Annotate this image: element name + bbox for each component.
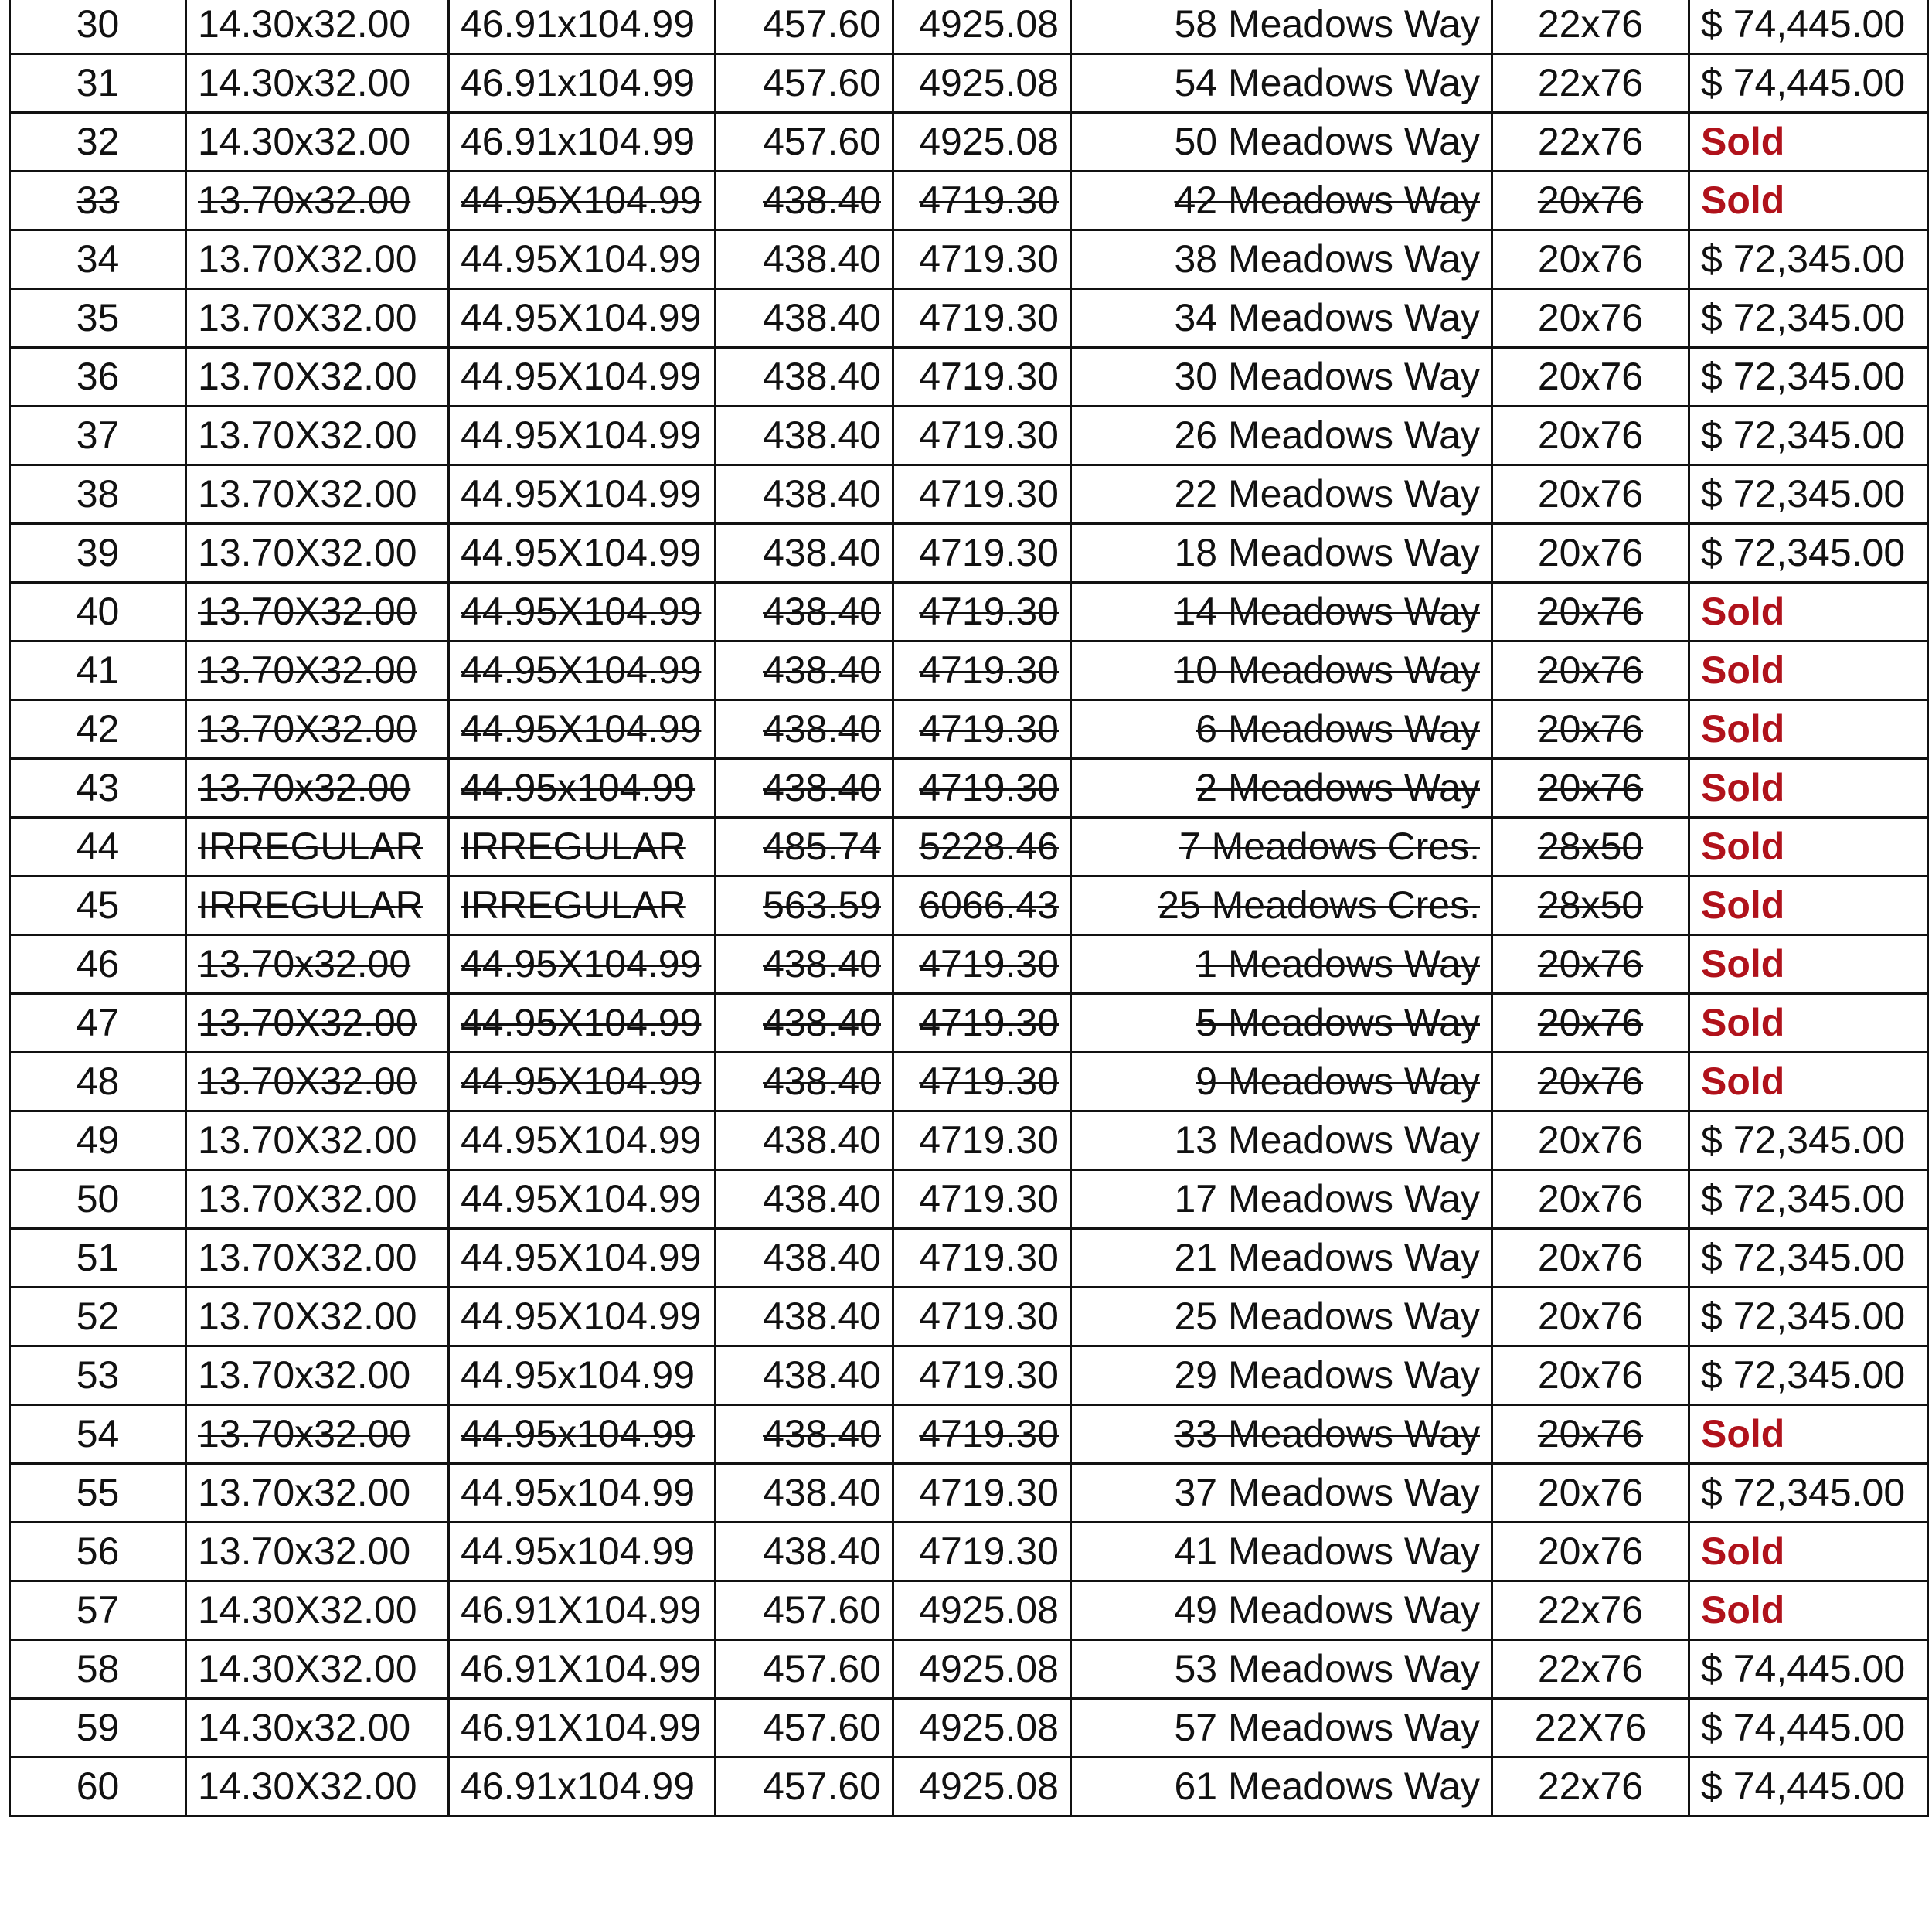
unit-size-cell: 20x76 bbox=[1492, 1170, 1689, 1229]
area-sqm-cell: 438.40 bbox=[716, 642, 893, 700]
lot-number-cell: 58 bbox=[10, 1640, 186, 1699]
price-cell: $ 72,345.00 bbox=[1689, 1346, 1928, 1405]
table-row bbox=[10, 1581, 1928, 1640]
dimensions-feet-cell: 44.95X104.99 bbox=[449, 172, 716, 230]
dimensions-metric-cell: 13.70X32.00 bbox=[186, 1170, 449, 1229]
dimensions-feet-cell: 46.91x104.99 bbox=[449, 0, 716, 54]
area-sqft-cell: 4719.30 bbox=[893, 1405, 1071, 1464]
dimensions-feet-cell: 44.95X104.99 bbox=[449, 1053, 716, 1111]
address-cell: 53 Meadows Way bbox=[1071, 1640, 1492, 1699]
table-row bbox=[10, 113, 1928, 172]
address-cell: 6 Meadows Way bbox=[1071, 700, 1492, 759]
dimensions-feet-cell: 44.95X104.99 bbox=[449, 700, 716, 759]
unit-size-cell: 20x76 bbox=[1492, 1288, 1689, 1346]
area-sqm-cell: 438.40 bbox=[716, 407, 893, 465]
price-cell: $ 72,345.00 bbox=[1689, 1229, 1928, 1288]
unit-size-cell: 20x76 bbox=[1492, 1523, 1689, 1581]
table-row bbox=[10, 230, 1928, 289]
dimensions-feet-cell: 44.95X104.99 bbox=[449, 1229, 716, 1288]
unit-size-cell: 20x76 bbox=[1492, 289, 1689, 348]
dimensions-metric-cell: 14.30x32.00 bbox=[186, 0, 449, 54]
address-cell: 25 Meadows Way bbox=[1071, 1288, 1492, 1346]
dimensions-feet-cell: 44.95X104.99 bbox=[449, 1288, 716, 1346]
unit-size-cell: 22x76 bbox=[1492, 113, 1689, 172]
unit-size-cell: 20x76 bbox=[1492, 524, 1689, 583]
lot-number-cell: 30 bbox=[10, 0, 186, 54]
dimensions-feet-cell: 44.95X104.99 bbox=[449, 524, 716, 583]
dimensions-metric-cell: 13.70x32.00 bbox=[186, 1405, 449, 1464]
lot-number-cell: 53 bbox=[10, 1346, 186, 1405]
area-sqft-cell: 4925.08 bbox=[893, 1699, 1071, 1758]
sold-status-cell: Sold bbox=[1689, 583, 1928, 642]
unit-size-cell: 22x76 bbox=[1492, 1640, 1689, 1699]
price-cell: $ 72,345.00 bbox=[1689, 524, 1928, 583]
area-sqft-cell: 4925.08 bbox=[893, 0, 1071, 54]
dimensions-feet-cell: IRREGULAR bbox=[449, 818, 716, 876]
dimensions-feet-cell: 46.91X104.99 bbox=[449, 1640, 716, 1699]
area-sqm-cell: 438.40 bbox=[716, 583, 893, 642]
dimensions-feet-cell: 46.91X104.99 bbox=[449, 1699, 716, 1758]
unit-size-cell: 20x76 bbox=[1492, 935, 1689, 994]
price-cell: $ 74,445.00 bbox=[1689, 1640, 1928, 1699]
address-cell: 9 Meadows Way bbox=[1071, 1053, 1492, 1111]
price-cell: $ 72,345.00 bbox=[1689, 1111, 1928, 1170]
price-cell: $ 72,345.00 bbox=[1689, 1464, 1928, 1523]
lot-number-cell: 57 bbox=[10, 1581, 186, 1640]
address-cell: 54 Meadows Way bbox=[1071, 54, 1492, 113]
table-row bbox=[10, 407, 1928, 465]
dimensions-feet-cell: 44.95X104.99 bbox=[449, 583, 716, 642]
unit-size-cell: 20x76 bbox=[1492, 583, 1689, 642]
lot-number-cell: 33 bbox=[10, 172, 186, 230]
unit-size-cell: 20x76 bbox=[1492, 1464, 1689, 1523]
dimensions-metric-cell: 13.70x32.00 bbox=[186, 935, 449, 994]
lot-number-cell: 31 bbox=[10, 54, 186, 113]
address-cell: 34 Meadows Way bbox=[1071, 289, 1492, 348]
address-cell: 57 Meadows Way bbox=[1071, 1699, 1492, 1758]
lot-number-cell: 47 bbox=[10, 994, 186, 1053]
lot-number-cell: 41 bbox=[10, 642, 186, 700]
lot-number-cell: 59 bbox=[10, 1699, 186, 1758]
area-sqm-cell: 438.40 bbox=[716, 1523, 893, 1581]
address-cell: 33 Meadows Way bbox=[1071, 1405, 1492, 1464]
area-sqm-cell: 438.40 bbox=[716, 1170, 893, 1229]
dimensions-metric-cell: 13.70X32.00 bbox=[186, 1111, 449, 1170]
dimensions-feet-cell: 44.95X104.99 bbox=[449, 348, 716, 407]
dimensions-feet-cell: 44.95X104.99 bbox=[449, 407, 716, 465]
dimensions-metric-cell: 13.70x32.00 bbox=[186, 1523, 449, 1581]
address-cell: 58 Meadows Way bbox=[1071, 0, 1492, 54]
dimensions-metric-cell: 13.70X32.00 bbox=[186, 583, 449, 642]
area-sqm-cell: 438.40 bbox=[716, 289, 893, 348]
area-sqm-cell: 438.40 bbox=[716, 994, 893, 1053]
price-cell: $ 72,345.00 bbox=[1689, 230, 1928, 289]
table-row bbox=[10, 1523, 1928, 1581]
table-row bbox=[10, 1053, 1928, 1111]
unit-size-cell: 22X76 bbox=[1492, 1699, 1689, 1758]
address-cell: 41 Meadows Way bbox=[1071, 1523, 1492, 1581]
sold-status-cell: Sold bbox=[1689, 642, 1928, 700]
address-cell: 25 Meadows Cres. bbox=[1071, 876, 1492, 935]
dimensions-feet-cell: 46.91x104.99 bbox=[449, 54, 716, 113]
dimensions-metric-cell: 14.30x32.00 bbox=[186, 113, 449, 172]
area-sqft-cell: 4925.08 bbox=[893, 113, 1071, 172]
price-cell: $ 72,345.00 bbox=[1689, 1170, 1928, 1229]
dimensions-metric-cell: 14.30x32.00 bbox=[186, 54, 449, 113]
unit-size-cell: 20x76 bbox=[1492, 1111, 1689, 1170]
area-sqm-cell: 438.40 bbox=[716, 1053, 893, 1111]
lot-number-cell: 40 bbox=[10, 583, 186, 642]
lot-number-cell: 52 bbox=[10, 1288, 186, 1346]
price-cell: $ 74,445.00 bbox=[1689, 54, 1928, 113]
price-cell: $ 74,445.00 bbox=[1689, 1758, 1928, 1816]
area-sqft-cell: 4925.08 bbox=[893, 1640, 1071, 1699]
area-sqm-cell: 438.40 bbox=[716, 348, 893, 407]
area-sqft-cell: 6066.43 bbox=[893, 876, 1071, 935]
unit-size-cell: 20x76 bbox=[1492, 407, 1689, 465]
dimensions-metric-cell: IRREGULAR bbox=[186, 818, 449, 876]
table-row bbox=[10, 876, 1928, 935]
unit-size-cell: 20x76 bbox=[1492, 1053, 1689, 1111]
address-cell: 14 Meadows Way bbox=[1071, 583, 1492, 642]
area-sqft-cell: 4719.30 bbox=[893, 407, 1071, 465]
area-sqft-cell: 4719.30 bbox=[893, 289, 1071, 348]
sold-status-cell: Sold bbox=[1689, 935, 1928, 994]
dimensions-metric-cell: 13.70X32.00 bbox=[186, 994, 449, 1053]
area-sqft-cell: 4719.30 bbox=[893, 1288, 1071, 1346]
sold-status-cell: Sold bbox=[1689, 172, 1928, 230]
dimensions-metric-cell: 13.70X32.00 bbox=[186, 700, 449, 759]
unit-size-cell: 20x76 bbox=[1492, 1346, 1689, 1405]
address-cell: 61 Meadows Way bbox=[1071, 1758, 1492, 1816]
area-sqft-cell: 4719.30 bbox=[893, 583, 1071, 642]
area-sqft-cell: 4719.30 bbox=[893, 1170, 1071, 1229]
area-sqm-cell: 438.40 bbox=[716, 1288, 893, 1346]
dimensions-metric-cell: 13.70x32.00 bbox=[186, 172, 449, 230]
area-sqft-cell: 4719.30 bbox=[893, 759, 1071, 818]
area-sqft-cell: 4719.30 bbox=[893, 994, 1071, 1053]
unit-size-cell: 20x76 bbox=[1492, 994, 1689, 1053]
dimensions-feet-cell: 44.95X104.99 bbox=[449, 994, 716, 1053]
area-sqm-cell: 438.40 bbox=[716, 1111, 893, 1170]
table-row bbox=[10, 700, 1928, 759]
table-row bbox=[10, 524, 1928, 583]
unit-size-cell: 20x76 bbox=[1492, 700, 1689, 759]
dimensions-feet-cell: 44.95x104.99 bbox=[449, 1464, 716, 1523]
lot-number-cell: 35 bbox=[10, 289, 186, 348]
price-cell: $ 72,345.00 bbox=[1689, 289, 1928, 348]
table-row bbox=[10, 994, 1928, 1053]
lot-number-cell: 55 bbox=[10, 1464, 186, 1523]
address-cell: 21 Meadows Way bbox=[1071, 1229, 1492, 1288]
area-sqm-cell: 438.40 bbox=[716, 700, 893, 759]
dimensions-feet-cell: 44.95x104.99 bbox=[449, 1405, 716, 1464]
dimensions-metric-cell: 13.70X32.00 bbox=[186, 348, 449, 407]
area-sqm-cell: 457.60 bbox=[716, 1640, 893, 1699]
unit-size-cell: 28x50 bbox=[1492, 818, 1689, 876]
unit-size-cell: 20x76 bbox=[1492, 642, 1689, 700]
table-row bbox=[10, 1758, 1928, 1816]
lot-number-cell: 39 bbox=[10, 524, 186, 583]
unit-size-cell: 20x76 bbox=[1492, 230, 1689, 289]
price-cell: $ 74,445.00 bbox=[1689, 0, 1928, 54]
unit-size-cell: 22x76 bbox=[1492, 1581, 1689, 1640]
dimensions-feet-cell: 46.91X104.99 bbox=[449, 1581, 716, 1640]
area-sqm-cell: 438.40 bbox=[716, 230, 893, 289]
lot-number-cell: 44 bbox=[10, 818, 186, 876]
area-sqft-cell: 4719.30 bbox=[893, 1229, 1071, 1288]
address-cell: 5 Meadows Way bbox=[1071, 994, 1492, 1053]
dimensions-feet-cell: 44.95X104.99 bbox=[449, 1111, 716, 1170]
area-sqm-cell: 438.40 bbox=[716, 935, 893, 994]
area-sqft-cell: 4719.30 bbox=[893, 524, 1071, 583]
dimensions-metric-cell: 13.70X32.00 bbox=[186, 1229, 449, 1288]
lot-number-cell: 51 bbox=[10, 1229, 186, 1288]
sold-status-cell: Sold bbox=[1689, 1405, 1928, 1464]
area-sqft-cell: 4925.08 bbox=[893, 1758, 1071, 1816]
lot-number-cell: 36 bbox=[10, 348, 186, 407]
area-sqft-cell: 4719.30 bbox=[893, 642, 1071, 700]
table-row bbox=[10, 1288, 1928, 1346]
dimensions-metric-cell: 14.30x32.00 bbox=[186, 1699, 449, 1758]
table-row bbox=[10, 1170, 1928, 1229]
sold-status-cell: Sold bbox=[1689, 1053, 1928, 1111]
unit-size-cell: 22x76 bbox=[1492, 1758, 1689, 1816]
dimensions-metric-cell: 13.70X32.00 bbox=[186, 407, 449, 465]
dimensions-feet-cell: 46.91x104.99 bbox=[449, 1758, 716, 1816]
lot-number-cell: 54 bbox=[10, 1405, 186, 1464]
address-cell: 30 Meadows Way bbox=[1071, 348, 1492, 407]
area-sqm-cell: 438.40 bbox=[716, 1229, 893, 1288]
table-row bbox=[10, 1111, 1928, 1170]
area-sqm-cell: 485.74 bbox=[716, 818, 893, 876]
dimensions-metric-cell: 14.30X32.00 bbox=[186, 1581, 449, 1640]
lots-table-body bbox=[10, 0, 1928, 1816]
lot-number-cell: 42 bbox=[10, 700, 186, 759]
area-sqm-cell: 438.40 bbox=[716, 1464, 893, 1523]
address-cell: 49 Meadows Way bbox=[1071, 1581, 1492, 1640]
dimensions-metric-cell: 13.70X32.00 bbox=[186, 1053, 449, 1111]
area-sqft-cell: 4719.30 bbox=[893, 348, 1071, 407]
area-sqm-cell: 457.60 bbox=[716, 1758, 893, 1816]
sold-status-cell: Sold bbox=[1689, 700, 1928, 759]
address-cell: 13 Meadows Way bbox=[1071, 1111, 1492, 1170]
area-sqft-cell: 5228.46 bbox=[893, 818, 1071, 876]
price-cell: $ 74,445.00 bbox=[1689, 1699, 1928, 1758]
area-sqm-cell: 457.60 bbox=[716, 113, 893, 172]
table-row bbox=[10, 583, 1928, 642]
unit-size-cell: 20x76 bbox=[1492, 759, 1689, 818]
area-sqft-cell: 4719.30 bbox=[893, 1111, 1071, 1170]
dimensions-feet-cell: 44.95X104.99 bbox=[449, 289, 716, 348]
address-cell: 1 Meadows Way bbox=[1071, 935, 1492, 994]
dimensions-metric-cell: 14.30X32.00 bbox=[186, 1640, 449, 1699]
sold-status-cell: Sold bbox=[1689, 113, 1928, 172]
address-cell: 7 Meadows Cres. bbox=[1071, 818, 1492, 876]
unit-size-cell: 20x76 bbox=[1492, 1229, 1689, 1288]
area-sqft-cell: 4719.30 bbox=[893, 230, 1071, 289]
sold-status-cell: Sold bbox=[1689, 876, 1928, 935]
area-sqft-cell: 4925.08 bbox=[893, 54, 1071, 113]
area-sqm-cell: 457.60 bbox=[716, 0, 893, 54]
dimensions-metric-cell: 13.70X32.00 bbox=[186, 465, 449, 524]
area-sqm-cell: 438.40 bbox=[716, 465, 893, 524]
dimensions-feet-cell: 44.95X104.99 bbox=[449, 465, 716, 524]
area-sqm-cell: 438.40 bbox=[716, 759, 893, 818]
lots-table bbox=[9, 0, 1929, 1817]
lot-number-cell: 50 bbox=[10, 1170, 186, 1229]
address-cell: 10 Meadows Way bbox=[1071, 642, 1492, 700]
sold-status-cell: Sold bbox=[1689, 759, 1928, 818]
area-sqft-cell: 4719.30 bbox=[893, 465, 1071, 524]
area-sqft-cell: 4719.30 bbox=[893, 172, 1071, 230]
area-sqft-cell: 4925.08 bbox=[893, 1581, 1071, 1640]
dimensions-metric-cell: 13.70X32.00 bbox=[186, 230, 449, 289]
dimensions-metric-cell: IRREGULAR bbox=[186, 876, 449, 935]
unit-size-cell: 22x76 bbox=[1492, 0, 1689, 54]
dimensions-metric-cell: 13.70x32.00 bbox=[186, 1346, 449, 1405]
area-sqm-cell: 438.40 bbox=[716, 524, 893, 583]
area-sqm-cell: 438.40 bbox=[716, 172, 893, 230]
address-cell: 18 Meadows Way bbox=[1071, 524, 1492, 583]
address-cell: 37 Meadows Way bbox=[1071, 1464, 1492, 1523]
dimensions-feet-cell: 44.95X104.99 bbox=[449, 1170, 716, 1229]
dimensions-metric-cell: 13.70X32.00 bbox=[186, 524, 449, 583]
area-sqm-cell: 438.40 bbox=[716, 1405, 893, 1464]
dimensions-feet-cell: 44.95X104.99 bbox=[449, 642, 716, 700]
unit-size-cell: 20x76 bbox=[1492, 465, 1689, 524]
dimensions-metric-cell: 13.70X32.00 bbox=[186, 1288, 449, 1346]
unit-size-cell: 20x76 bbox=[1492, 348, 1689, 407]
price-cell: $ 72,345.00 bbox=[1689, 407, 1928, 465]
sold-status-cell: Sold bbox=[1689, 818, 1928, 876]
dimensions-feet-cell: 44.95x104.99 bbox=[449, 1523, 716, 1581]
dimensions-feet-cell: 44.95x104.99 bbox=[449, 759, 716, 818]
area-sqft-cell: 4719.30 bbox=[893, 1464, 1071, 1523]
table-row bbox=[10, 1229, 1928, 1288]
lot-number-cell: 56 bbox=[10, 1523, 186, 1581]
address-cell: 50 Meadows Way bbox=[1071, 113, 1492, 172]
area-sqft-cell: 4719.30 bbox=[893, 1053, 1071, 1111]
lot-number-cell: 48 bbox=[10, 1053, 186, 1111]
table-row bbox=[10, 642, 1928, 700]
sold-status-cell: Sold bbox=[1689, 994, 1928, 1053]
table-row bbox=[10, 1699, 1928, 1758]
lot-number-cell: 37 bbox=[10, 407, 186, 465]
area-sqft-cell: 4719.30 bbox=[893, 935, 1071, 994]
area-sqm-cell: 457.60 bbox=[716, 1581, 893, 1640]
dimensions-metric-cell: 13.70x32.00 bbox=[186, 1464, 449, 1523]
table-row bbox=[10, 172, 1928, 230]
unit-size-cell: 20x76 bbox=[1492, 172, 1689, 230]
table-row bbox=[10, 348, 1928, 407]
lot-number-cell: 46 bbox=[10, 935, 186, 994]
area-sqm-cell: 438.40 bbox=[716, 1346, 893, 1405]
table-row bbox=[10, 759, 1928, 818]
lot-number-cell: 45 bbox=[10, 876, 186, 935]
address-cell: 17 Meadows Way bbox=[1071, 1170, 1492, 1229]
address-cell: 26 Meadows Way bbox=[1071, 407, 1492, 465]
dimensions-metric-cell: 13.70X32.00 bbox=[186, 289, 449, 348]
dimensions-feet-cell: 46.91x104.99 bbox=[449, 113, 716, 172]
table-row bbox=[10, 1346, 1928, 1405]
dimensions-metric-cell: 13.70x32.00 bbox=[186, 759, 449, 818]
dimensions-metric-cell: 13.70X32.00 bbox=[186, 642, 449, 700]
lot-number-cell: 34 bbox=[10, 230, 186, 289]
sold-status-cell: Sold bbox=[1689, 1523, 1928, 1581]
unit-size-cell: 22x76 bbox=[1492, 54, 1689, 113]
address-cell: 2 Meadows Way bbox=[1071, 759, 1492, 818]
price-cell: $ 72,345.00 bbox=[1689, 348, 1928, 407]
area-sqm-cell: 563.59 bbox=[716, 876, 893, 935]
table-row bbox=[10, 465, 1928, 524]
dimensions-feet-cell: 44.95X104.99 bbox=[449, 230, 716, 289]
lot-number-cell: 43 bbox=[10, 759, 186, 818]
table-row bbox=[10, 818, 1928, 876]
unit-size-cell: 20x76 bbox=[1492, 1405, 1689, 1464]
sold-status-cell: Sold bbox=[1689, 1581, 1928, 1640]
lot-number-cell: 49 bbox=[10, 1111, 186, 1170]
lot-number-cell: 32 bbox=[10, 113, 186, 172]
address-cell: 29 Meadows Way bbox=[1071, 1346, 1492, 1405]
table-row bbox=[10, 289, 1928, 348]
area-sqm-cell: 457.60 bbox=[716, 54, 893, 113]
table-row bbox=[10, 935, 1928, 994]
dimensions-feet-cell: 44.95x104.99 bbox=[449, 1346, 716, 1405]
lot-number-cell: 60 bbox=[10, 1758, 186, 1816]
table-row bbox=[10, 1405, 1928, 1464]
table-row bbox=[10, 1464, 1928, 1523]
dimensions-metric-cell: 14.30X32.00 bbox=[186, 1758, 449, 1816]
unit-size-cell: 28x50 bbox=[1492, 876, 1689, 935]
price-cell: $ 72,345.00 bbox=[1689, 465, 1928, 524]
dimensions-feet-cell: 44.95X104.99 bbox=[449, 935, 716, 994]
lot-number-cell: 38 bbox=[10, 465, 186, 524]
table-row bbox=[10, 1640, 1928, 1699]
area-sqft-cell: 4719.30 bbox=[893, 700, 1071, 759]
area-sqft-cell: 4719.30 bbox=[893, 1346, 1071, 1405]
area-sqm-cell: 457.60 bbox=[716, 1699, 893, 1758]
price-cell: $ 72,345.00 bbox=[1689, 1288, 1928, 1346]
table-row bbox=[10, 54, 1928, 113]
address-cell: 22 Meadows Way bbox=[1071, 465, 1492, 524]
area-sqft-cell: 4719.30 bbox=[893, 1523, 1071, 1581]
dimensions-feet-cell: IRREGULAR bbox=[449, 876, 716, 935]
address-cell: 38 Meadows Way bbox=[1071, 230, 1492, 289]
address-cell: 42 Meadows Way bbox=[1071, 172, 1492, 230]
table-row bbox=[10, 0, 1928, 54]
